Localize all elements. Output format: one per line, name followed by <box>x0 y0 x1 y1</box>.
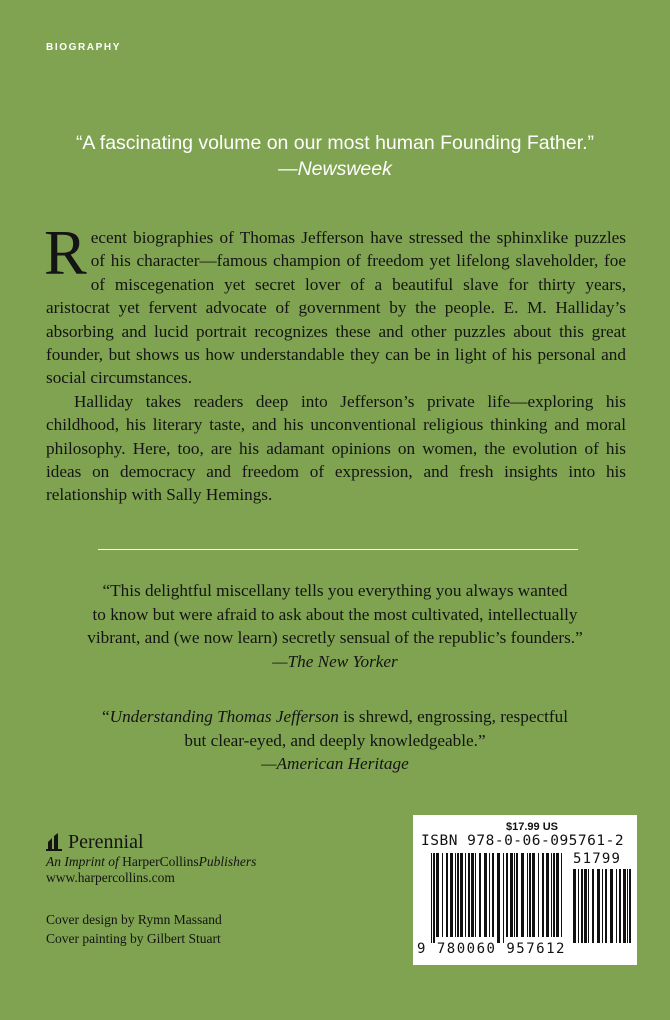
review-attribution: —American Heritage <box>261 754 409 773</box>
barcode-bar <box>527 853 528 937</box>
review-line: “This delightful miscellany tells you everything you always wanted <box>102 581 568 600</box>
barcode-bar <box>431 853 432 943</box>
description-blurb <box>44 217 626 507</box>
review-line <box>0 705 670 729</box>
top-quote <box>0 130 670 182</box>
barcode-bar <box>553 853 555 937</box>
barcode-bar <box>475 853 476 937</box>
barcode-bar <box>619 869 621 943</box>
barcode-bar <box>602 869 603 943</box>
barcode-bar <box>484 853 487 937</box>
barcode-bar <box>578 869 579 943</box>
review-line: to know but were afraid to ask about the most cultivated, intellectually <box>92 604 578 624</box>
publisher-block <box>46 830 256 886</box>
publisher-imprint: An Imprint of HarperCollinsPublishers <box>46 854 257 869</box>
review-line: but clear-eyed, and deeply knowledgeable.” <box>184 730 486 750</box>
barcode-bar <box>442 853 443 937</box>
barcode-bar <box>581 869 583 943</box>
barcode-box <box>413 815 637 965</box>
price-supplement-digits: 51799 <box>573 851 622 867</box>
ean-digits: 9 780060 957612 <box>417 941 566 957</box>
cover-credits <box>46 910 222 948</box>
barcode-bar <box>510 853 513 937</box>
blurb-paragraph-2: Halliday takes readers deep into Jefferson’s private life—exploring his childhood, his literary taste, and his unconventional religious thinking and moral philosophy. Here, too, are his adamant opinions on women, the evolution of his ideas on democracy and freedom of expression, and fresh insights into his relationship with Sally Hemings. <box>46 391 626 505</box>
review-attribution: —The New Yorker <box>272 651 398 671</box>
barcode-bar <box>629 869 631 943</box>
barcode-bar <box>584 869 587 943</box>
review-line: vibrant, and (we now learn) secretly sensual of the republic’s founders.” <box>87 628 583 647</box>
barcode-bar <box>610 869 613 943</box>
ean-bars <box>431 853 562 943</box>
barcode-bar <box>546 853 549 937</box>
top-quote-text: “A fascinating volume on our most human Founding Father.” <box>75 132 595 154</box>
barcode-bar <box>551 853 552 937</box>
barcode-bar <box>597 869 600 943</box>
barcode-bar <box>521 853 524 937</box>
cover-design-credit: Cover design by Rymn Massand <box>46 912 222 927</box>
divider-rule <box>98 549 578 550</box>
barcode-bar <box>455 853 456 937</box>
barcode-bar <box>623 869 626 943</box>
review-book-title: Understanding Thomas Jefferson <box>109 707 339 726</box>
barcode-bar <box>450 853 453 937</box>
barcode-bar <box>468 853 470 937</box>
supplement-bars <box>573 869 631 943</box>
barcode-bar <box>433 853 435 943</box>
barcode-bar <box>460 853 463 937</box>
barcode-bar <box>588 869 589 943</box>
review-open-quote: “ <box>102 707 110 726</box>
barcode-bar <box>471 853 474 937</box>
barcode-bar <box>592 869 594 943</box>
barcode-bar <box>465 853 466 937</box>
review-new-yorker <box>0 579 670 673</box>
top-quote-source: —Newsweek <box>278 158 392 180</box>
barcode-bar <box>516 853 518 937</box>
barcode-bar <box>605 869 607 943</box>
barcode-bar <box>542 853 544 937</box>
category-label: BIOGRAPHY <box>46 42 121 53</box>
barcode-bar <box>479 853 481 937</box>
barcode-bar <box>497 853 500 943</box>
barcode-bar <box>503 853 504 943</box>
cover-painting-credit: Cover painting by Gilbert Stuart <box>46 931 221 946</box>
harpercollins-flame-icon <box>46 833 62 851</box>
barcode-bar <box>529 853 531 937</box>
barcode-bar <box>436 853 439 937</box>
publisher-name: Perennial <box>68 831 144 853</box>
price-label: $17.99 US <box>506 821 558 833</box>
barcode-bar <box>446 853 448 937</box>
barcode-bar <box>506 853 508 937</box>
barcode-bar <box>627 869 628 943</box>
barcode-bar <box>532 853 535 937</box>
publisher-url: www.harpercollins.com <box>46 870 175 885</box>
barcode-bar <box>489 853 490 937</box>
blurb-paragraph-1: ecent biographies of Thomas Jefferson have stressed the sphinxlike puzzles of his character—famous champion of freedom yet lifelong slaveholder, foe of miscegenation yet secret lover of a beautiful slave for thirty years, aristocrat yet fervent advocate of government by the people. E. M. Halliday’s absorbing and lucid portrait recognizes these and other puzzles about this great founder, but shows us how understandable they can be in light of his personal and social circumstances. <box>46 228 626 388</box>
review-line-rest: is shrewd, engrossing, respectful <box>338 707 568 726</box>
review-american-heritage <box>0 705 670 776</box>
barcode-bar <box>457 853 459 937</box>
barcode-bar <box>561 853 562 937</box>
barcode-bar <box>616 869 617 943</box>
barcode-bar <box>514 853 515 937</box>
isbn-text: ISBN 978-0-06-095761-2 <box>421 833 625 849</box>
barcode-bar <box>556 853 559 937</box>
barcode-bar <box>538 853 539 937</box>
barcode-bar <box>573 869 576 943</box>
drop-cap: R <box>44 217 87 288</box>
barcode-bar <box>492 853 494 937</box>
